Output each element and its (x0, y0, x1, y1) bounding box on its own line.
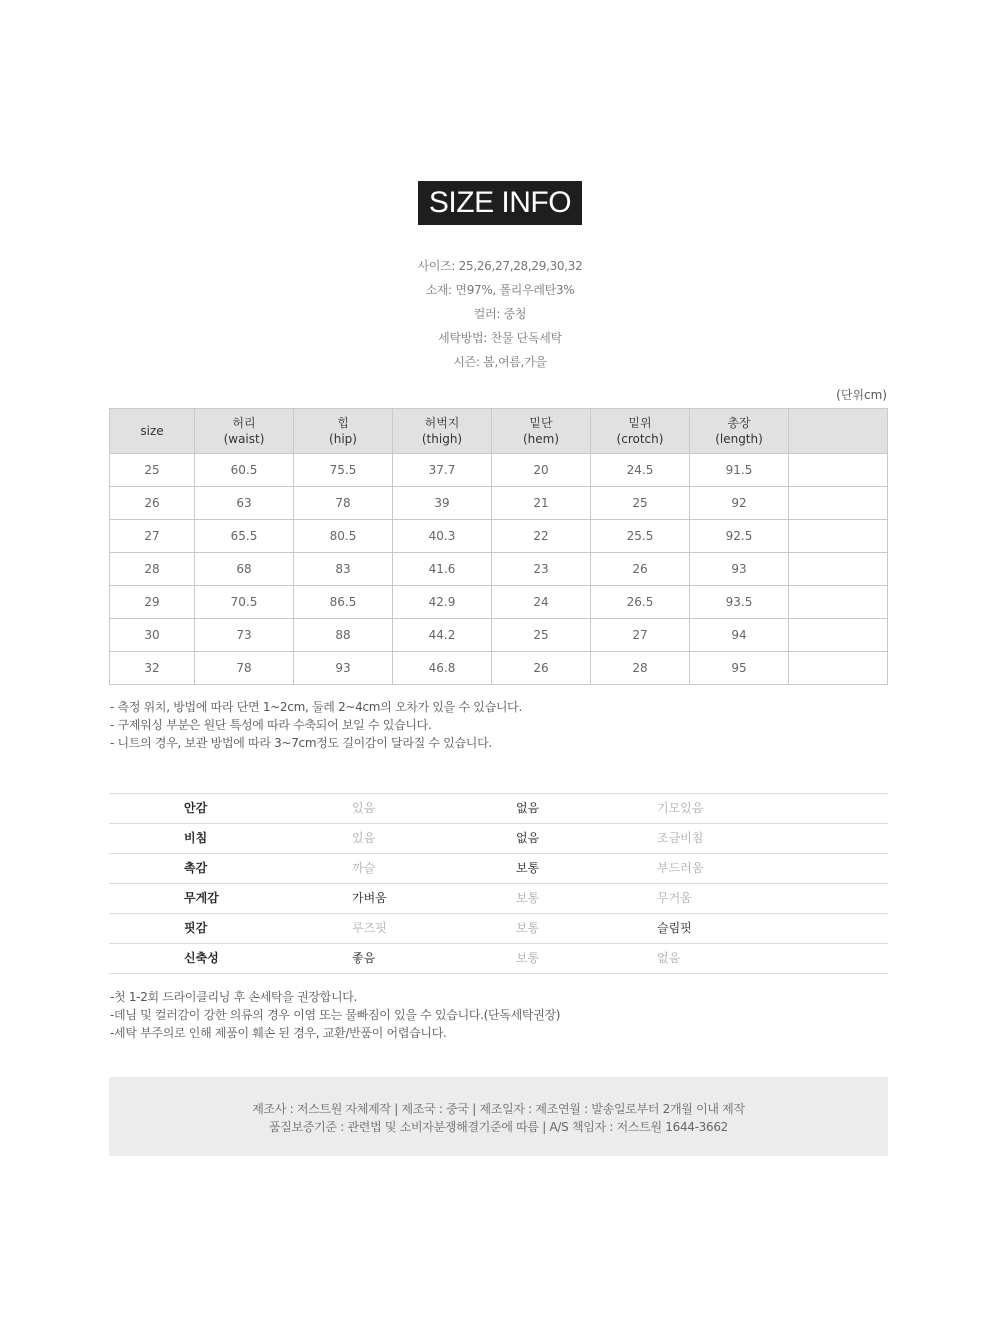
feel-option: 조금비침 (657, 831, 704, 845)
table-cell: 92.5 (690, 520, 789, 553)
care-line: -첫 1-2회 드라이클리닝 후 손세탁을 권장합니다. (110, 990, 358, 1004)
unit-label: (단위cm) (836, 388, 887, 402)
table-cell: 28 (591, 652, 690, 685)
table-cell: 91.5 (690, 454, 789, 487)
table-cell: 92 (690, 487, 789, 520)
column-header-label: 힙 (337, 416, 349, 430)
footer-line-1: 제조사 : 저스트원 자체제작 | 제조국 : 중국 | 제조일자 : 제조연월 : 발송일로부터 2개월 이내 제작 (252, 1102, 745, 1116)
table-cell: 28 (110, 553, 195, 586)
column-header (492, 409, 591, 454)
column-header-label: 허벅지 (424, 416, 460, 430)
feel-label: 안감 (184, 801, 208, 815)
table-cell (789, 520, 888, 553)
table-cell: 65.5 (195, 520, 294, 553)
table-cell: 24 (492, 586, 591, 619)
feel-option-selected: 보통 (516, 861, 540, 875)
feel-option: 보통 (516, 891, 540, 905)
column-header-sublabel: (hem) (522, 432, 560, 446)
table-cell: 25 (492, 619, 591, 652)
table-cell: 25 (110, 454, 195, 487)
table-cell: 26 (492, 652, 591, 685)
table-cell: 80.5 (294, 520, 393, 553)
feel-row (109, 883, 888, 913)
column-header-label: 허리 (232, 416, 256, 430)
info-wash: 세탁방법: 찬물 단독세탁 (438, 331, 562, 345)
table-cell: 93 (690, 553, 789, 586)
size-table (109, 408, 888, 685)
table-row (110, 619, 888, 652)
info-material: 소재: 면97%, 폴리우레탄3% (425, 283, 575, 297)
table-cell: 73 (195, 619, 294, 652)
table-cell: 23 (492, 553, 591, 586)
feel-label: 핏감 (184, 921, 208, 935)
table-cell: 39 (393, 487, 492, 520)
footer-line-2: 품질보증기준 : 관련법 및 소비자분쟁해결기준에 따름 | A/S 책임자 : 저스트원 1644-3662 (268, 1120, 729, 1134)
table-cell: 70.5 (195, 586, 294, 619)
column-header-sublabel: (length) (715, 432, 763, 446)
table-cell: 42.9 (393, 586, 492, 619)
feel-row (109, 793, 888, 823)
manufacturer-footer (109, 1077, 888, 1156)
feel-option: 없음 (657, 951, 681, 965)
column-header (195, 409, 294, 454)
table-cell: 37.7 (393, 454, 492, 487)
title-block (0, 181, 1000, 225)
table-cell: 44.2 (393, 619, 492, 652)
info-season: 시즌: 봄,여름,가을 (453, 355, 547, 369)
info-size: 사이즈: 25,26,27,28,29,30,32 (417, 259, 583, 273)
table-cell: 41.6 (393, 553, 492, 586)
table-cell: 25 (591, 487, 690, 520)
table-cell: 86.5 (294, 586, 393, 619)
table-cell: 93 (294, 652, 393, 685)
info-color: 컬러: 중청 (473, 307, 527, 321)
table-cell: 26.5 (591, 586, 690, 619)
table-cell: 22 (492, 520, 591, 553)
feel-option-selected: 좋음 (352, 951, 376, 965)
feel-option: 있음 (352, 801, 376, 815)
table-cell: 63 (195, 487, 294, 520)
table-cell: 25.5 (591, 520, 690, 553)
table-cell: 30 (110, 619, 195, 652)
note-line: - 측정 위치, 방법에 따라 단면 1~2cm, 둘레 2~4cm의 오차가 있을 수 있습니다. (110, 700, 522, 714)
feel-option: 루즈핏 (352, 921, 387, 935)
table-row (110, 487, 888, 520)
table-row (110, 553, 888, 586)
table-cell: 20 (492, 454, 591, 487)
table-cell: 83 (294, 553, 393, 586)
table-cell (789, 553, 888, 586)
table-cell: 78 (195, 652, 294, 685)
table-cell: 24.5 (591, 454, 690, 487)
feel-option-selected: 없음 (516, 801, 540, 815)
table-row (110, 454, 888, 487)
column-header-label: 밑단 (529, 416, 553, 430)
table-cell: 60.5 (195, 454, 294, 487)
care-notes (110, 988, 560, 1042)
feel-label: 비침 (184, 831, 208, 845)
column-header-label: 밑위 (628, 416, 652, 430)
table-cell (789, 487, 888, 520)
column-header (110, 409, 195, 454)
table-cell: 26 (110, 487, 195, 520)
table-cell: 94 (690, 619, 789, 652)
feel-option-selected: 가벼움 (352, 891, 387, 905)
table-row (110, 586, 888, 619)
column-header (393, 409, 492, 454)
column-header-sublabel: (thigh) (421, 432, 463, 446)
table-cell: 78 (294, 487, 393, 520)
table-cell: 95 (690, 652, 789, 685)
table-cell: 68 (195, 553, 294, 586)
feel-option: 부드러움 (657, 861, 704, 875)
column-header-sublabel: (waist) (223, 432, 265, 446)
feel-label: 무게감 (184, 891, 219, 905)
feel-label: 신축성 (184, 951, 219, 965)
table-cell: 40.3 (393, 520, 492, 553)
feel-option: 있음 (352, 831, 376, 845)
table-cell: 29 (110, 586, 195, 619)
feel-option-selected: 없음 (516, 831, 540, 845)
column-header (591, 409, 690, 454)
care-line: -데님 및 컬러감이 강한 의류의 경우 이염 또는 물빠짐이 있을 수 있습니다.(단독세탁권장) (110, 1008, 561, 1022)
column-header-label: size (140, 424, 164, 438)
note-line: - 니트의 경우, 보관 방법에 따라 3~7cm정도 길이감이 달라질 수 있습니다. (110, 736, 492, 750)
table-cell: 32 (110, 652, 195, 685)
size-table-body (110, 454, 888, 685)
size-table-header (110, 409, 888, 454)
column-header-sublabel: (crotch) (616, 432, 664, 446)
feel-option-selected: 슬림핏 (657, 921, 692, 935)
table-cell: 27 (110, 520, 195, 553)
fabric-feel-table (109, 793, 888, 974)
note-line: - 구제워싱 부분은 원단 특성에 따라 수축되어 보일 수 있습니다. (110, 718, 432, 732)
table-cell: 88 (294, 619, 393, 652)
table-cell: 46.8 (393, 652, 492, 685)
table-cell (789, 619, 888, 652)
feel-row (109, 913, 888, 943)
column-header-sublabel: (hip) (329, 432, 357, 446)
product-info (0, 254, 1000, 374)
table-cell: 21 (492, 487, 591, 520)
table-row (110, 652, 888, 685)
table-cell (789, 454, 888, 487)
table-cell: 93.5 (690, 586, 789, 619)
feel-label: 촉감 (184, 861, 208, 875)
feel-option: 보통 (516, 921, 540, 935)
column-header (690, 409, 789, 454)
column-header (294, 409, 393, 454)
feel-option: 기모있음 (657, 801, 704, 815)
column-header-label: 총장 (727, 416, 751, 430)
table-cell: 27 (591, 619, 690, 652)
feel-row (109, 943, 888, 974)
measurement-notes (110, 698, 522, 752)
table-cell (789, 586, 888, 619)
table-cell: 26 (591, 553, 690, 586)
feel-row (109, 853, 888, 883)
table-row (110, 520, 888, 553)
care-line: -세탁 부주의로 인해 제품이 훼손 된 경우, 교환/반품이 어렵습니다. (110, 1026, 447, 1040)
page-title: SIZE INFO (418, 181, 582, 225)
feel-row (109, 823, 888, 853)
table-cell (789, 652, 888, 685)
feel-option: 까슬 (352, 861, 376, 875)
column-header (789, 409, 888, 454)
feel-option: 무거움 (657, 891, 692, 905)
feel-option: 보통 (516, 951, 540, 965)
table-cell: 75.5 (294, 454, 393, 487)
